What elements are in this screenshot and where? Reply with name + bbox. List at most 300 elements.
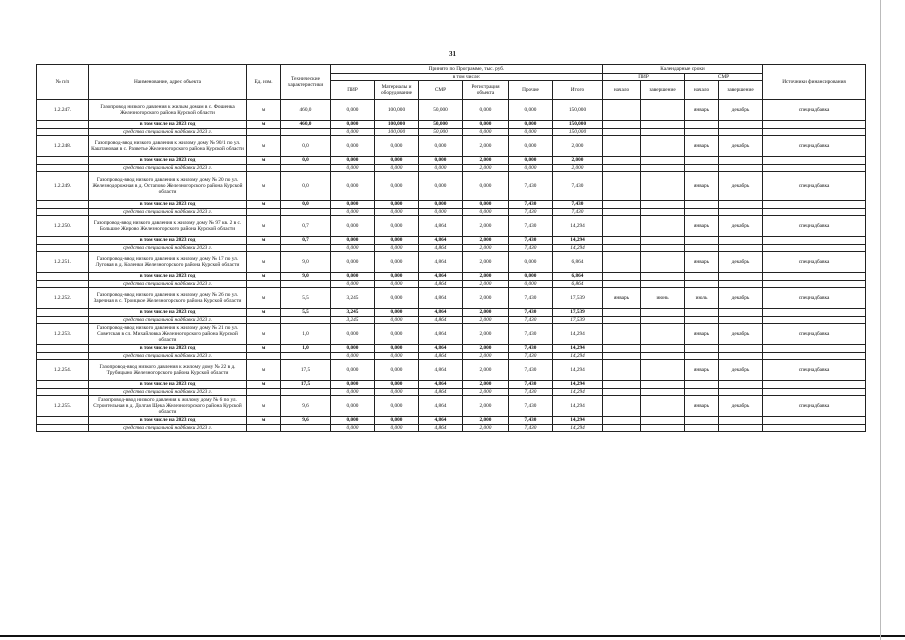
spec-smr: 0,000 [419, 208, 463, 216]
special-fund-row [37, 424, 866, 432]
row-number-cont [37, 345, 89, 353]
tot-total: 150,000 [553, 121, 603, 129]
cal-empty [641, 208, 685, 216]
cal-empty [763, 201, 866, 209]
row-number-cont [37, 417, 89, 425]
cell-tech: 5,5 [281, 288, 331, 309]
header-materials: Материалы и оборудование [375, 81, 419, 100]
cal-empty [603, 237, 641, 245]
header-reg: Регистрация объекта [463, 81, 509, 100]
tot-pir: 0,000 [331, 157, 375, 165]
cell-cal-c1 [603, 396, 641, 417]
spec-total: 17,539 [553, 316, 603, 324]
spec-other: 0,000 [509, 280, 553, 288]
cell-cal-c1 [603, 216, 641, 237]
tot-other: 7,430 [509, 381, 553, 389]
tot-unit: м [247, 273, 281, 281]
cell-pir: 0,000 [331, 172, 375, 201]
object-name: Газопровод-ввод низкого давления к жилому дому № 6 по ул. Строительная в д. Долгая Щека Железногорского района Курской области [89, 396, 247, 417]
cell-cal-c4: декабрь [719, 100, 763, 121]
cal-empty [719, 381, 763, 389]
cell-other: 0,000 [509, 252, 553, 273]
row-number-cont [37, 201, 89, 209]
cell-reg: 2,000 [463, 288, 509, 309]
row-number-cont [37, 157, 89, 165]
spec-mat: 0,000 [375, 208, 419, 216]
cell-cal-c1 [603, 136, 641, 157]
cal-empty [763, 280, 866, 288]
spec-reg: 2,000 [463, 280, 509, 288]
spec-other: 7,430 [509, 244, 553, 252]
spec-label: средства специальной надбавки 2023 г. [89, 352, 247, 360]
tot-tech: 460,0 [281, 121, 331, 129]
spec-smr: 0,000 [419, 164, 463, 172]
cal-empty [685, 157, 719, 165]
cell-unit: м [247, 136, 281, 157]
spec-reg: 2,000 [463, 316, 509, 324]
spec-mat: 0,000 [375, 244, 419, 252]
total-label: в том числе на 2023 год [89, 309, 247, 317]
tot-smr: 50,000 [419, 121, 463, 129]
spec-tech [281, 208, 331, 216]
cal-empty [719, 345, 763, 353]
cell-unit: м [247, 172, 281, 201]
header-end2: завершение [719, 81, 763, 100]
cell-other: 0,000 [509, 100, 553, 121]
cell-cal-c1 [603, 324, 641, 345]
cal-empty [685, 128, 719, 136]
cal-empty [641, 164, 685, 172]
cell-cal-c3: июль [685, 288, 719, 309]
tot-total: 2,000 [553, 157, 603, 165]
object-name: Газопровод-ввод низкого давления к жилому дому № 22 в д. Трубицыно Железногорского района Курской области [89, 360, 247, 381]
table-row [37, 136, 866, 157]
row-number-cont [37, 128, 89, 136]
tot-total: 14,294 [553, 381, 603, 389]
cal-empty [763, 164, 866, 172]
row-number: 1.2.247. [37, 100, 89, 121]
tot-smr: 4,864 [419, 417, 463, 425]
cal-empty [719, 424, 763, 432]
cal-empty [641, 280, 685, 288]
cell-other: 7,430 [509, 360, 553, 381]
cal-empty [603, 121, 641, 129]
spec-mat: 0,000 [375, 280, 419, 288]
spec-unit [247, 388, 281, 396]
spec-pir: 0,000 [331, 208, 375, 216]
cell-pir: 0,000 [331, 136, 375, 157]
cal-empty [685, 352, 719, 360]
cell-total: 14,294 [553, 216, 603, 237]
cell-smr: 4,864 [419, 396, 463, 417]
cell-total: 6,864 [553, 252, 603, 273]
cell-source: спецнадбавка [763, 172, 866, 201]
cell-cal-c4: декабрь [719, 136, 763, 157]
cal-empty [641, 424, 685, 432]
cal-empty [641, 345, 685, 353]
row-number-cont [37, 352, 89, 360]
row-number-cont [37, 424, 89, 432]
row-number-cont [37, 121, 89, 129]
tot-total: 17,539 [553, 309, 603, 317]
total-row [37, 237, 866, 245]
table-row [37, 288, 866, 309]
spec-reg: 0,000 [463, 208, 509, 216]
cal-empty [719, 244, 763, 252]
tot-tech: 0,0 [281, 157, 331, 165]
header-tech: Технические характеристики [281, 65, 331, 100]
object-name: Газопровод-ввод низкого давления к жилому дому № 97 кв. 2 в с. Большое Жирово Железногорского района Курской области [89, 216, 247, 237]
header-cal-smr: СМР [685, 74, 763, 81]
row-number: 1.2.248. [37, 136, 89, 157]
row-number-cont [37, 381, 89, 389]
header-name: Наименование, адрес объекта [89, 65, 247, 100]
cell-cal-c2 [641, 324, 685, 345]
cal-empty [685, 417, 719, 425]
object-name: Газопровод низкого давления к жилым домам в с. Фошенка Железногорского района Курской области [89, 100, 247, 121]
cal-empty [685, 237, 719, 245]
spec-reg: 2,000 [463, 388, 509, 396]
header-start: начало [603, 81, 641, 100]
cell-cal-c3: январь [685, 396, 719, 417]
spec-smr: 4,864 [419, 388, 463, 396]
cell-mat: 0,000 [375, 216, 419, 237]
tot-pir: 0,000 [331, 345, 375, 353]
spec-unit [247, 280, 281, 288]
spec-tech [281, 316, 331, 324]
cal-empty [603, 424, 641, 432]
table-row [37, 172, 866, 201]
cal-empty [603, 280, 641, 288]
tot-total: 6,864 [553, 273, 603, 281]
program-table [36, 64, 866, 432]
special-fund-row [37, 128, 866, 136]
cal-empty [685, 316, 719, 324]
cal-empty [641, 381, 685, 389]
spec-reg: 2,000 [463, 244, 509, 252]
row-number-cont [37, 316, 89, 324]
spec-mat: 0,000 [375, 424, 419, 432]
cal-empty [685, 280, 719, 288]
spec-tech [281, 352, 331, 360]
cal-empty [641, 201, 685, 209]
cell-cal-c2 [641, 136, 685, 157]
cell-source: спецнадбавка [763, 100, 866, 121]
cal-empty [763, 208, 866, 216]
spec-label: средства специальной надбавки 2023 г. [89, 424, 247, 432]
special-fund-row [37, 280, 866, 288]
cal-empty [641, 388, 685, 396]
table-row [37, 252, 866, 273]
tot-mat: 0,000 [375, 309, 419, 317]
special-fund-row [37, 316, 866, 324]
tot-tech: 0,0 [281, 201, 331, 209]
spec-unit [247, 208, 281, 216]
header-unit: Ед. изм. [247, 65, 281, 100]
tot-smr: 4,864 [419, 309, 463, 317]
spec-other: 0,000 [509, 128, 553, 136]
total-label: в том числе на 2023 год [89, 157, 247, 165]
cal-empty [719, 280, 763, 288]
total-row [37, 157, 866, 165]
cal-empty [719, 208, 763, 216]
cal-empty [641, 316, 685, 324]
cal-empty [641, 244, 685, 252]
cell-cal-c3: январь [685, 172, 719, 201]
spec-other: 7,430 [509, 388, 553, 396]
cell-pir: 0,000 [331, 360, 375, 381]
tot-smr: 4,864 [419, 345, 463, 353]
tot-tech: 9,0 [281, 273, 331, 281]
header-calendar: Календарные сроки [603, 65, 763, 74]
cell-total: 17,539 [553, 288, 603, 309]
cell-cal-c3: январь [685, 100, 719, 121]
header-num: № п/п [37, 65, 89, 100]
spec-total: 14,294 [553, 388, 603, 396]
tot-unit: м [247, 237, 281, 245]
cell-cal-c4: декабрь [719, 172, 763, 201]
tot-mat: 0,000 [375, 157, 419, 165]
cal-empty [763, 121, 866, 129]
cal-empty [641, 352, 685, 360]
tot-mat: 0,000 [375, 237, 419, 245]
cal-empty [603, 388, 641, 396]
cell-mat: 0,000 [375, 288, 419, 309]
tot-mat: 0,000 [375, 345, 419, 353]
tot-pir: 0,000 [331, 417, 375, 425]
row-number-cont [37, 237, 89, 245]
row-number-cont [37, 164, 89, 172]
cell-cal-c1 [603, 100, 641, 121]
cell-smr: 4,864 [419, 288, 463, 309]
cal-empty [719, 128, 763, 136]
spec-total: 14,294 [553, 244, 603, 252]
header-source: Источники финансирования [763, 65, 866, 100]
cell-cal-c3: январь [685, 136, 719, 157]
cal-empty [685, 244, 719, 252]
cal-empty [603, 273, 641, 281]
cal-empty [763, 273, 866, 281]
row-number-cont [37, 208, 89, 216]
cell-pir: 0,000 [331, 100, 375, 121]
spec-total: 6,864 [553, 280, 603, 288]
special-fund-row [37, 164, 866, 172]
cell-source: спецнадбавка [763, 396, 866, 417]
cell-reg: 2,000 [463, 396, 509, 417]
cal-empty [719, 309, 763, 317]
table-row [37, 100, 866, 121]
cell-pir: 0,000 [331, 216, 375, 237]
tot-tech: 9,6 [281, 417, 331, 425]
cal-empty [603, 352, 641, 360]
tot-total: 14,294 [553, 345, 603, 353]
tot-reg: 0,000 [463, 201, 509, 209]
cal-empty [685, 164, 719, 172]
spec-pir: 0,000 [331, 424, 375, 432]
spec-tech [281, 280, 331, 288]
cal-empty [763, 381, 866, 389]
row-number-cont [37, 244, 89, 252]
cal-empty [719, 157, 763, 165]
scan-edge-line [0, 635, 905, 637]
cal-empty [603, 164, 641, 172]
cell-smr: 0,000 [419, 172, 463, 201]
cell-smr: 0,000 [419, 136, 463, 157]
cell-cal-c2 [641, 172, 685, 201]
cal-empty [685, 309, 719, 317]
spec-total: 7,430 [553, 208, 603, 216]
tot-mat: 0,000 [375, 417, 419, 425]
cal-empty [763, 316, 866, 324]
spec-label: средства специальной надбавки 2023 г. [89, 316, 247, 324]
cell-cal-c4: декабрь [719, 288, 763, 309]
cal-empty [685, 345, 719, 353]
spec-pir: 0,000 [331, 244, 375, 252]
cell-unit: м [247, 360, 281, 381]
cell-cal-c2: июнь [641, 288, 685, 309]
cell-unit: м [247, 324, 281, 345]
tot-reg: 2,000 [463, 309, 509, 317]
cal-empty [763, 244, 866, 252]
spec-smr: 50,000 [419, 128, 463, 136]
cell-reg: 0,000 [463, 172, 509, 201]
cell-other: 7,430 [509, 324, 553, 345]
table-row [37, 360, 866, 381]
cell-unit: м [247, 216, 281, 237]
cell-pir: 0,000 [331, 324, 375, 345]
cell-reg: 2,000 [463, 136, 509, 157]
cell-source: спецнадбавка [763, 216, 866, 237]
cal-empty [685, 201, 719, 209]
spec-label: средства специальной надбавки 2023 г. [89, 208, 247, 216]
cal-empty [603, 417, 641, 425]
cell-reg: 2,000 [463, 216, 509, 237]
cell-cal-c2 [641, 252, 685, 273]
tot-other: 7,430 [509, 309, 553, 317]
total-row [37, 121, 866, 129]
tot-unit: м [247, 345, 281, 353]
cell-source: спецнадбавка [763, 136, 866, 157]
cell-smr: 4,864 [419, 252, 463, 273]
cal-empty [641, 417, 685, 425]
tot-unit: м [247, 121, 281, 129]
tot-tech: 0,7 [281, 237, 331, 245]
cal-empty [685, 424, 719, 432]
cell-other: 7,430 [509, 216, 553, 237]
total-row [37, 201, 866, 209]
tot-reg: 2,000 [463, 157, 509, 165]
header-end: завершение [641, 81, 685, 100]
row-number-cont [37, 309, 89, 317]
tot-reg: 2,000 [463, 237, 509, 245]
cell-cal-c3: январь [685, 360, 719, 381]
cell-tech: 1,0 [281, 324, 331, 345]
spec-unit [247, 128, 281, 136]
spec-pir: 0,000 [331, 128, 375, 136]
tot-pir: 3,245 [331, 309, 375, 317]
tot-reg: 2,000 [463, 273, 509, 281]
tot-mat: 0,000 [375, 201, 419, 209]
spec-unit [247, 352, 281, 360]
cal-empty [641, 309, 685, 317]
spec-total: 14,294 [553, 352, 603, 360]
table-row [37, 216, 866, 237]
object-name: Газопровод-ввод низкого давления к жилому дому № 21 по ул. Советская в сл. Михайловка Железногорского района Курской области [89, 324, 247, 345]
spec-unit [247, 164, 281, 172]
spec-reg: 2,000 [463, 424, 509, 432]
tot-total: 14,294 [553, 237, 603, 245]
header-total: Итого [553, 81, 603, 100]
cal-empty [719, 316, 763, 324]
tot-other: 7,430 [509, 345, 553, 353]
spec-tech [281, 128, 331, 136]
total-row [37, 309, 866, 317]
cell-unit: м [247, 396, 281, 417]
spec-mat: 100,000 [375, 128, 419, 136]
cell-total: 2,000 [553, 136, 603, 157]
cell-mat: 0,000 [375, 172, 419, 201]
cal-empty [763, 128, 866, 136]
cal-empty [763, 157, 866, 165]
row-number-cont [37, 280, 89, 288]
cal-empty [719, 164, 763, 172]
total-label: в том числе на 2023 год [89, 417, 247, 425]
spec-total: 14,294 [553, 424, 603, 432]
cal-empty [719, 388, 763, 396]
spec-mat: 0,000 [375, 352, 419, 360]
total-label: в том числе на 2023 год [89, 381, 247, 389]
cal-empty [719, 273, 763, 281]
cell-cal-c3: январь [685, 252, 719, 273]
header-smr: СМР [419, 81, 463, 100]
cell-tech: 0,0 [281, 172, 331, 201]
spec-smr: 4,864 [419, 244, 463, 252]
tot-other: 0,000 [509, 273, 553, 281]
cal-empty [641, 237, 685, 245]
spec-other: 7,430 [509, 208, 553, 216]
cell-total: 14,294 [553, 324, 603, 345]
cell-tech: 0,0 [281, 136, 331, 157]
total-row [37, 417, 866, 425]
cell-smr: 4,864 [419, 324, 463, 345]
spec-mat: 0,000 [375, 164, 419, 172]
row-number-cont [37, 273, 89, 281]
cell-pir: 3,245 [331, 288, 375, 309]
spec-other: 7,430 [509, 424, 553, 432]
spec-label: средства специальной надбавки 2023 г. [89, 244, 247, 252]
cell-cal-c3: январь [685, 324, 719, 345]
row-number: 1.2.251. [37, 252, 89, 273]
spec-unit [247, 316, 281, 324]
total-row [37, 273, 866, 281]
tot-unit: м [247, 309, 281, 317]
cell-total: 14,294 [553, 360, 603, 381]
cal-empty [719, 237, 763, 245]
cell-cal-c2 [641, 100, 685, 121]
tot-mat: 100,000 [375, 121, 419, 129]
total-label: в том числе на 2023 год [89, 345, 247, 353]
cell-cal-c1 [603, 360, 641, 381]
spec-tech [281, 424, 331, 432]
cell-unit: м [247, 288, 281, 309]
page-number: 31 [449, 50, 456, 58]
object-name: Газопровод-ввод низкого давления к жилому дому № 17 по ул. Луговая в д. Коленки Железногорского района Курской области [89, 252, 247, 273]
cell-mat: 0,000 [375, 252, 419, 273]
cell-tech: 0,7 [281, 216, 331, 237]
cell-total: 150,000 [553, 100, 603, 121]
tot-other: 0,000 [509, 157, 553, 165]
spec-other: 7,430 [509, 352, 553, 360]
